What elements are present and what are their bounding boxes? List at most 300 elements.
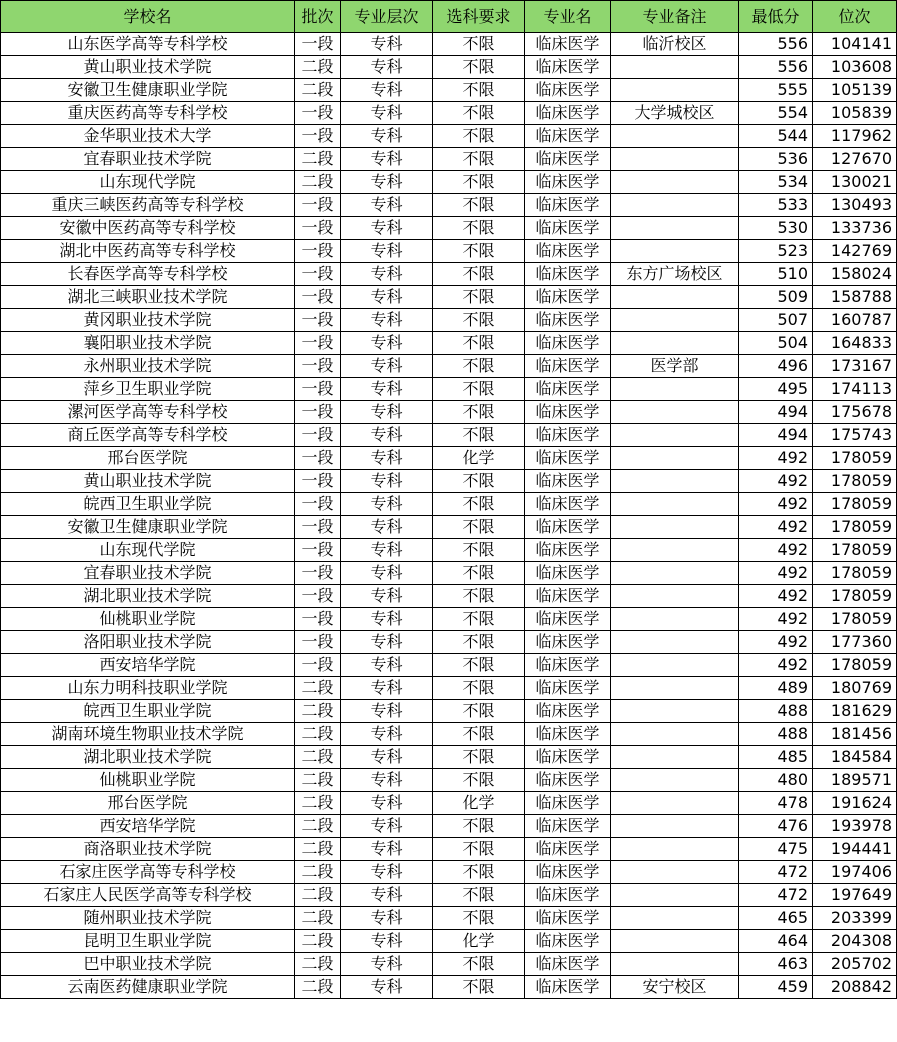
cell-level: 专科: [341, 907, 433, 930]
table-row: [1, 424, 897, 447]
cell-rank: 178059: [813, 516, 897, 539]
cell-min-score: 492: [739, 654, 813, 677]
cell-major-note: [611, 194, 739, 217]
table-row: [1, 815, 897, 838]
cell-major: 临床医学: [525, 769, 611, 792]
cell-batch: 一段: [295, 102, 341, 125]
cell-min-score: 544: [739, 125, 813, 148]
table-row: [1, 332, 897, 355]
cell-major-note: [611, 631, 739, 654]
cell-level: 专科: [341, 56, 433, 79]
cell-rank: 158788: [813, 286, 897, 309]
cell-level: 专科: [341, 976, 433, 999]
cell-batch: 一段: [295, 631, 341, 654]
col-header-major: 专业名: [525, 1, 611, 33]
cell-batch: 一段: [295, 33, 341, 56]
cell-batch: 一段: [295, 355, 341, 378]
cell-level: 专科: [341, 539, 433, 562]
cell-rank: 178059: [813, 562, 897, 585]
cell-rank: 205702: [813, 953, 897, 976]
cell-batch: 一段: [295, 585, 341, 608]
cell-batch: 二段: [295, 677, 341, 700]
cell-major: 临床医学: [525, 723, 611, 746]
cell-school: 皖西卫生职业学院: [1, 493, 295, 516]
cell-subject-req: 不限: [433, 953, 525, 976]
cell-major-note: [611, 240, 739, 263]
table-row: [1, 401, 897, 424]
table-row: [1, 654, 897, 677]
cell-rank: 194441: [813, 838, 897, 861]
table-row: [1, 240, 897, 263]
cell-major: 临床医学: [525, 976, 611, 999]
cell-school: 襄阳职业技术学院: [1, 332, 295, 355]
cell-major-note: [611, 424, 739, 447]
cell-rank: 173167: [813, 355, 897, 378]
cell-major: 临床医学: [525, 378, 611, 401]
cell-major-note: [611, 217, 739, 240]
cell-school: 宜春职业技术学院: [1, 562, 295, 585]
cell-school: 西安培华学院: [1, 815, 295, 838]
cell-school: 萍乡卫生职业学院: [1, 378, 295, 401]
cell-level: 专科: [341, 79, 433, 102]
cell-level: 专科: [341, 815, 433, 838]
table-row: [1, 217, 897, 240]
cell-level: 专科: [341, 286, 433, 309]
table-row: [1, 493, 897, 516]
cell-rank: 191624: [813, 792, 897, 815]
cell-min-score: 492: [739, 608, 813, 631]
cell-subject-req: 不限: [433, 56, 525, 79]
col-header-school: 学校名: [1, 1, 295, 33]
cell-major: 临床医学: [525, 401, 611, 424]
table-row: [1, 355, 897, 378]
cell-min-score: 489: [739, 677, 813, 700]
cell-level: 专科: [341, 654, 433, 677]
table-row: [1, 769, 897, 792]
cell-subject-req: 不限: [433, 769, 525, 792]
cell-batch: 二段: [295, 953, 341, 976]
cell-subject-req: 不限: [433, 125, 525, 148]
table-row: [1, 56, 897, 79]
cell-school: 商洛职业技术学院: [1, 838, 295, 861]
cell-level: 专科: [341, 401, 433, 424]
table-row: [1, 263, 897, 286]
cell-school: 黄山职业技术学院: [1, 470, 295, 493]
table-row: [1, 792, 897, 815]
cell-major: 临床医学: [525, 194, 611, 217]
cell-min-score: 459: [739, 976, 813, 999]
table-row: [1, 286, 897, 309]
cell-major-note: [611, 792, 739, 815]
cell-level: 专科: [341, 493, 433, 516]
cell-batch: 一段: [295, 516, 341, 539]
cell-subject-req: 不限: [433, 378, 525, 401]
cell-subject-req: 不限: [433, 355, 525, 378]
cell-major-note: [611, 401, 739, 424]
cell-school: 重庆三峡医药高等专科学校: [1, 194, 295, 217]
cell-batch: 二段: [295, 930, 341, 953]
cell-min-score: 494: [739, 424, 813, 447]
cell-major: 临床医学: [525, 930, 611, 953]
cell-subject-req: 不限: [433, 263, 525, 286]
cell-rank: 203399: [813, 907, 897, 930]
cell-major-note: [611, 171, 739, 194]
cell-min-score: 492: [739, 562, 813, 585]
cell-school: 山东医学高等专科学校: [1, 33, 295, 56]
cell-rank: 181629: [813, 700, 897, 723]
cell-major-note: [611, 677, 739, 700]
cell-major: 临床医学: [525, 585, 611, 608]
cell-level: 专科: [341, 700, 433, 723]
cell-level: 专科: [341, 562, 433, 585]
cell-batch: 二段: [295, 815, 341, 838]
cell-school: 安徽中医药高等专科学校: [1, 217, 295, 240]
cell-major: 临床医学: [525, 263, 611, 286]
cell-major-note: [611, 286, 739, 309]
cell-level: 专科: [341, 723, 433, 746]
cell-rank: 105139: [813, 79, 897, 102]
cell-major: 临床医学: [525, 746, 611, 769]
cell-min-score: 492: [739, 631, 813, 654]
cell-level: 专科: [341, 769, 433, 792]
cell-major-note: [611, 815, 739, 838]
cell-batch: 一段: [295, 470, 341, 493]
cell-rank: 178059: [813, 608, 897, 631]
cell-min-score: 492: [739, 516, 813, 539]
cell-rank: 204308: [813, 930, 897, 953]
cell-min-score: 464: [739, 930, 813, 953]
cell-major-note: 东方广场校区: [611, 263, 739, 286]
cell-subject-req: 化学: [433, 792, 525, 815]
table-row: [1, 884, 897, 907]
cell-batch: 二段: [295, 746, 341, 769]
cell-major: 临床医学: [525, 539, 611, 562]
table-row: [1, 125, 897, 148]
cell-level: 专科: [341, 102, 433, 125]
cell-subject-req: 不限: [433, 424, 525, 447]
cell-major: 临床医学: [525, 286, 611, 309]
cell-major-note: [611, 746, 739, 769]
cell-level: 专科: [341, 838, 433, 861]
cell-rank: 164833: [813, 332, 897, 355]
table-row: [1, 838, 897, 861]
cell-school: 洛阳职业技术学院: [1, 631, 295, 654]
cell-rank: 178059: [813, 470, 897, 493]
cell-subject-req: 不限: [433, 79, 525, 102]
cell-subject-req: 不限: [433, 309, 525, 332]
cell-min-score: 478: [739, 792, 813, 815]
cell-school: 山东现代学院: [1, 539, 295, 562]
cell-level: 专科: [341, 884, 433, 907]
cell-rank: 133736: [813, 217, 897, 240]
cell-subject-req: 不限: [433, 608, 525, 631]
cell-major: 临床医学: [525, 700, 611, 723]
col-header-level: 专业层次: [341, 1, 433, 33]
cell-rank: 175678: [813, 401, 897, 424]
cell-major: 临床医学: [525, 470, 611, 493]
cell-major: 临床医学: [525, 355, 611, 378]
cell-school: 宜春职业技术学院: [1, 148, 295, 171]
cell-rank: 175743: [813, 424, 897, 447]
cell-min-score: 492: [739, 493, 813, 516]
cell-school: 仙桃职业学院: [1, 608, 295, 631]
cell-subject-req: 不限: [433, 677, 525, 700]
cell-school: 漯河医学高等专科学校: [1, 401, 295, 424]
cell-major-note: [611, 539, 739, 562]
cell-rank: 127670: [813, 148, 897, 171]
cell-batch: 一段: [295, 263, 341, 286]
cell-major: 临床医学: [525, 953, 611, 976]
cell-batch: 二段: [295, 838, 341, 861]
cell-major-note: [611, 125, 739, 148]
table-row: [1, 79, 897, 102]
cell-rank: 181456: [813, 723, 897, 746]
cell-school: 湖北职业技术学院: [1, 585, 295, 608]
cell-min-score: 492: [739, 539, 813, 562]
cell-min-score: 485: [739, 746, 813, 769]
cell-min-score: 495: [739, 378, 813, 401]
cell-min-score: 507: [739, 309, 813, 332]
cell-batch: 一段: [295, 217, 341, 240]
cell-subject-req: 不限: [433, 884, 525, 907]
cell-level: 专科: [341, 861, 433, 884]
cell-rank: 178059: [813, 654, 897, 677]
cell-batch: 一段: [295, 378, 341, 401]
cell-min-score: 472: [739, 861, 813, 884]
cell-min-score: 504: [739, 332, 813, 355]
cell-major-note: [611, 585, 739, 608]
cell-school: 湖北三峡职业技术学院: [1, 286, 295, 309]
cell-rank: 158024: [813, 263, 897, 286]
cell-school: 湖南环境生物职业技术学院: [1, 723, 295, 746]
cell-subject-req: 不限: [433, 631, 525, 654]
cell-major-note: [611, 608, 739, 631]
cell-major-note: 临沂校区: [611, 33, 739, 56]
cell-school: 山东现代学院: [1, 171, 295, 194]
table-row: [1, 447, 897, 470]
cell-school: 金华职业技术大学: [1, 125, 295, 148]
col-header-min-score: 最低分: [739, 1, 813, 33]
cell-batch: 一段: [295, 654, 341, 677]
cell-major: 临床医学: [525, 309, 611, 332]
cell-major-note: [611, 79, 739, 102]
cell-batch: 一段: [295, 286, 341, 309]
cell-subject-req: 不限: [433, 470, 525, 493]
cell-subject-req: 不限: [433, 33, 525, 56]
table-row: [1, 378, 897, 401]
cell-school: 黄山职业技术学院: [1, 56, 295, 79]
cell-school: 西安培华学院: [1, 654, 295, 677]
table-row: [1, 148, 897, 171]
table-row: [1, 194, 897, 217]
cell-major: 临床医学: [525, 861, 611, 884]
cell-level: 专科: [341, 447, 433, 470]
table-row: [1, 171, 897, 194]
cell-min-score: 556: [739, 56, 813, 79]
cell-subject-req: 不限: [433, 861, 525, 884]
table-row: [1, 907, 897, 930]
cell-min-score: 492: [739, 470, 813, 493]
cell-rank: 208842: [813, 976, 897, 999]
cell-major-note: [611, 447, 739, 470]
table-row: [1, 470, 897, 493]
cell-school: 仙桃职业学院: [1, 769, 295, 792]
cell-batch: 二段: [295, 884, 341, 907]
cell-subject-req: 不限: [433, 907, 525, 930]
cell-batch: 二段: [295, 79, 341, 102]
cell-school: 重庆医药高等专科学校: [1, 102, 295, 125]
cell-rank: 184584: [813, 746, 897, 769]
cell-level: 专科: [341, 355, 433, 378]
col-header-batch: 批次: [295, 1, 341, 33]
cell-major: 临床医学: [525, 102, 611, 125]
cell-rank: 104141: [813, 33, 897, 56]
col-header-rank: 位次: [813, 1, 897, 33]
cell-major-note: [611, 654, 739, 677]
cell-level: 专科: [341, 33, 433, 56]
cell-subject-req: 不限: [433, 723, 525, 746]
cell-major-note: [611, 838, 739, 861]
cell-level: 专科: [341, 677, 433, 700]
cell-major-note: [611, 723, 739, 746]
cell-major-note: [611, 562, 739, 585]
cell-min-score: 530: [739, 217, 813, 240]
cell-major-note: [611, 56, 739, 79]
cell-school: 邢台医学院: [1, 447, 295, 470]
cell-subject-req: 不限: [433, 286, 525, 309]
col-header-major-note: 专业备注: [611, 1, 739, 33]
cell-level: 专科: [341, 240, 433, 263]
cell-subject-req: 不限: [433, 838, 525, 861]
cell-batch: 一段: [295, 309, 341, 332]
cell-major: 临床医学: [525, 516, 611, 539]
cell-major: 临床医学: [525, 562, 611, 585]
cell-batch: 二段: [295, 769, 341, 792]
cell-school: 邢台医学院: [1, 792, 295, 815]
cell-batch: 一段: [295, 539, 341, 562]
table-row: [1, 608, 897, 631]
cell-min-score: 488: [739, 700, 813, 723]
cell-major: 临床医学: [525, 125, 611, 148]
cell-rank: 142769: [813, 240, 897, 263]
cell-school: 黄冈职业技术学院: [1, 309, 295, 332]
cell-subject-req: 不限: [433, 148, 525, 171]
cell-min-score: 556: [739, 33, 813, 56]
cell-min-score: 496: [739, 355, 813, 378]
cell-school: 长春医学高等专科学校: [1, 263, 295, 286]
table-row: [1, 677, 897, 700]
cell-level: 专科: [341, 470, 433, 493]
cell-subject-req: 不限: [433, 562, 525, 585]
cell-level: 专科: [341, 424, 433, 447]
cell-batch: 二段: [295, 861, 341, 884]
cell-min-score: 523: [739, 240, 813, 263]
cell-subject-req: 不限: [433, 493, 525, 516]
cell-major: 临床医学: [525, 217, 611, 240]
cell-level: 专科: [341, 378, 433, 401]
cell-major: 临床医学: [525, 79, 611, 102]
cell-batch: 一段: [295, 493, 341, 516]
cell-level: 专科: [341, 309, 433, 332]
table-row: [1, 976, 897, 999]
table-body: [1, 33, 897, 999]
table-row: [1, 585, 897, 608]
cell-subject-req: 不限: [433, 815, 525, 838]
cell-major: 临床医学: [525, 424, 611, 447]
cell-school: 安徽卫生健康职业学院: [1, 516, 295, 539]
cell-major: 临床医学: [525, 33, 611, 56]
cell-rank: 178059: [813, 493, 897, 516]
cell-major: 临床医学: [525, 654, 611, 677]
cell-batch: 一段: [295, 424, 341, 447]
cell-subject-req: 不限: [433, 102, 525, 125]
cell-major: 临床医学: [525, 447, 611, 470]
cell-min-score: 480: [739, 769, 813, 792]
cell-batch: 二段: [295, 976, 341, 999]
header-row: [1, 1, 897, 33]
cell-batch: 二段: [295, 723, 341, 746]
cell-rank: 178059: [813, 539, 897, 562]
cell-subject-req: 化学: [433, 930, 525, 953]
cell-subject-req: 不限: [433, 976, 525, 999]
cell-rank: 130493: [813, 194, 897, 217]
table-row: [1, 102, 897, 125]
cell-major: 临床医学: [525, 884, 611, 907]
cell-batch: 一段: [295, 447, 341, 470]
cell-level: 专科: [341, 194, 433, 217]
cell-level: 专科: [341, 930, 433, 953]
cell-rank: 105839: [813, 102, 897, 125]
cell-school: 随州职业技术学院: [1, 907, 295, 930]
cell-major-note: [611, 378, 739, 401]
cell-major-note: [611, 930, 739, 953]
cell-subject-req: 不限: [433, 746, 525, 769]
cell-subject-req: 不限: [433, 654, 525, 677]
col-header-subject-req: 选科要求: [433, 1, 525, 33]
cell-level: 专科: [341, 746, 433, 769]
table-row: [1, 516, 897, 539]
cell-min-score: 476: [739, 815, 813, 838]
table-row: [1, 309, 897, 332]
cell-min-score: 475: [739, 838, 813, 861]
cell-school: 昆明卫生职业学院: [1, 930, 295, 953]
cell-school: 湖北中医药高等专科学校: [1, 240, 295, 263]
cell-batch: 一段: [295, 562, 341, 585]
table-row: [1, 631, 897, 654]
cell-major-note: [611, 516, 739, 539]
cell-level: 专科: [341, 608, 433, 631]
cell-major-note: [611, 332, 739, 355]
table-row: [1, 562, 897, 585]
cell-school: 商丘医学高等专科学校: [1, 424, 295, 447]
cell-batch: 二段: [295, 56, 341, 79]
cell-min-score: 488: [739, 723, 813, 746]
cell-major: 临床医学: [525, 56, 611, 79]
cell-batch: 二段: [295, 171, 341, 194]
cell-min-score: 555: [739, 79, 813, 102]
cell-batch: 二段: [295, 792, 341, 815]
cell-batch: 一段: [295, 240, 341, 263]
cell-level: 专科: [341, 792, 433, 815]
cell-school: 石家庄医学高等专科学校: [1, 861, 295, 884]
cell-batch: 一段: [295, 401, 341, 424]
cell-rank: 117962: [813, 125, 897, 148]
cell-rank: 177360: [813, 631, 897, 654]
table-row: [1, 930, 897, 953]
cell-level: 专科: [341, 516, 433, 539]
cell-batch: 一段: [295, 608, 341, 631]
cell-min-score: 492: [739, 585, 813, 608]
